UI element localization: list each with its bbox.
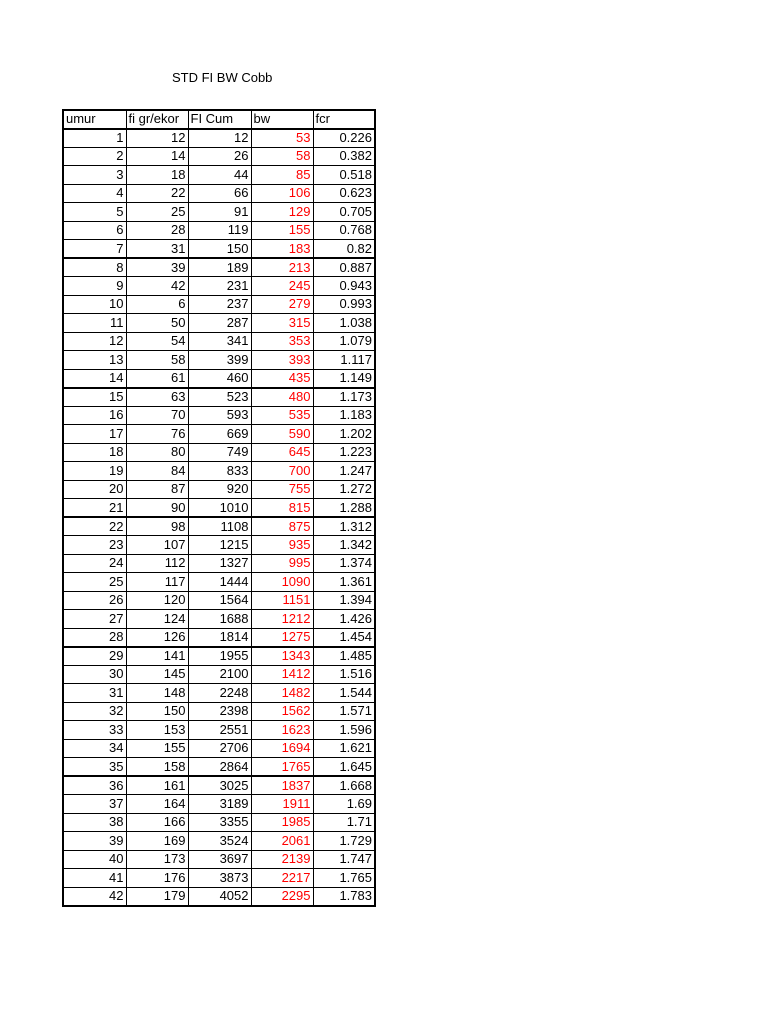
cell-umur: 22 (63, 517, 126, 536)
cell-bw: 875 (251, 517, 313, 536)
cell-fcr: 1.426 (313, 610, 375, 629)
table-row (63, 591, 375, 610)
cell-fcr: 1.729 (313, 832, 375, 851)
cell-fi-gr-ekor: 179 (126, 887, 188, 906)
cell-fi-gr-ekor: 80 (126, 443, 188, 462)
cell-bw: 58 (251, 147, 313, 166)
cell-fi-gr-ekor: 141 (126, 647, 188, 666)
cell-fi-cum: 3189 (188, 795, 251, 814)
cell-fcr: 1.668 (313, 776, 375, 795)
cell-umur: 12 (63, 332, 126, 351)
cell-bw: 315 (251, 314, 313, 333)
cell-fi-gr-ekor: 166 (126, 813, 188, 832)
table-row (63, 536, 375, 555)
cell-fcr: 1.485 (313, 647, 375, 666)
cell-bw: 1837 (251, 776, 313, 795)
table-row (63, 277, 375, 296)
cell-fcr: 0.82 (313, 240, 375, 259)
cell-fi-cum: 2551 (188, 721, 251, 740)
cell-fcr: 0.768 (313, 221, 375, 240)
cell-fi-cum: 4052 (188, 887, 251, 906)
cell-bw: 435 (251, 369, 313, 388)
cell-bw: 53 (251, 129, 313, 148)
table-row (63, 573, 375, 592)
cell-fi-cum: 119 (188, 221, 251, 240)
cell-bw: 1212 (251, 610, 313, 629)
cell-fi-gr-ekor: 31 (126, 240, 188, 259)
cell-umur: 35 (63, 758, 126, 777)
table-row (63, 388, 375, 407)
table-row (63, 702, 375, 721)
table-row (63, 203, 375, 222)
cell-umur: 24 (63, 554, 126, 573)
cell-umur: 11 (63, 314, 126, 333)
table-row (63, 443, 375, 462)
cell-umur: 7 (63, 240, 126, 259)
cell-umur: 26 (63, 591, 126, 610)
cell-fcr: 1.454 (313, 628, 375, 647)
cell-bw: 2139 (251, 850, 313, 869)
cell-fcr: 1.374 (313, 554, 375, 573)
cell-fi-gr-ekor: 153 (126, 721, 188, 740)
table-row (63, 776, 375, 795)
cell-fcr: 0.518 (313, 166, 375, 185)
cell-bw: 393 (251, 351, 313, 370)
cell-bw: 1623 (251, 721, 313, 740)
table-row (63, 665, 375, 684)
cell-umur: 1 (63, 129, 126, 148)
table-row (63, 240, 375, 259)
cell-fi-gr-ekor: 107 (126, 536, 188, 555)
cell-umur: 29 (63, 647, 126, 666)
cell-fi-gr-ekor: 173 (126, 850, 188, 869)
cell-bw: 480 (251, 388, 313, 407)
cell-umur: 5 (63, 203, 126, 222)
cell-umur: 39 (63, 832, 126, 851)
cell-fi-gr-ekor: 126 (126, 628, 188, 647)
table-row (63, 295, 375, 314)
table-row (63, 647, 375, 666)
table-row (63, 129, 375, 148)
cell-umur: 16 (63, 406, 126, 425)
cell-umur: 19 (63, 462, 126, 481)
table-row (63, 850, 375, 869)
cell-bw: 1765 (251, 758, 313, 777)
table-row (63, 314, 375, 333)
cell-umur: 34 (63, 739, 126, 758)
cell-bw: 85 (251, 166, 313, 185)
cell-bw: 245 (251, 277, 313, 296)
cell-fi-cum: 1564 (188, 591, 251, 610)
cell-fi-cum: 189 (188, 258, 251, 277)
table-row (63, 221, 375, 240)
table-row (63, 869, 375, 888)
header-fi-cum: FI Cum (188, 110, 251, 129)
cell-fi-gr-ekor: 112 (126, 554, 188, 573)
cell-bw: 935 (251, 536, 313, 555)
cell-fcr: 1.342 (313, 536, 375, 555)
table-row (63, 684, 375, 703)
cell-bw: 645 (251, 443, 313, 462)
cell-bw: 1151 (251, 591, 313, 610)
cell-fi-gr-ekor: 84 (126, 462, 188, 481)
cell-umur: 37 (63, 795, 126, 814)
cell-fcr: 1.272 (313, 480, 375, 499)
cell-umur: 21 (63, 499, 126, 518)
page-title: STD FI BW Cobb (172, 70, 273, 85)
cell-fi-cum: 593 (188, 406, 251, 425)
table-header-row (63, 110, 375, 129)
cell-fi-gr-ekor: 61 (126, 369, 188, 388)
cell-fi-cum: 523 (188, 388, 251, 407)
cell-fi-gr-ekor: 98 (126, 517, 188, 536)
cell-umur: 10 (63, 295, 126, 314)
cell-fi-cum: 2100 (188, 665, 251, 684)
cell-fi-gr-ekor: 169 (126, 832, 188, 851)
cell-umur: 32 (63, 702, 126, 721)
table-row (63, 628, 375, 647)
cell-fi-gr-ekor: 120 (126, 591, 188, 610)
cell-umur: 42 (63, 887, 126, 906)
cell-umur: 20 (63, 480, 126, 499)
cell-fi-gr-ekor: 42 (126, 277, 188, 296)
cell-bw: 755 (251, 480, 313, 499)
table-row (63, 480, 375, 499)
table-row (63, 369, 375, 388)
table-row (63, 184, 375, 203)
cell-umur: 25 (63, 573, 126, 592)
cell-fi-gr-ekor: 148 (126, 684, 188, 703)
cell-fi-cum: 669 (188, 425, 251, 444)
cell-umur: 3 (63, 166, 126, 185)
cell-bw: 213 (251, 258, 313, 277)
cell-fi-cum: 1955 (188, 647, 251, 666)
cell-fi-gr-ekor: 6 (126, 295, 188, 314)
cell-bw: 700 (251, 462, 313, 481)
cell-fi-gr-ekor: 87 (126, 480, 188, 499)
cell-bw: 1343 (251, 647, 313, 666)
cell-fcr: 1.183 (313, 406, 375, 425)
cell-fi-cum: 1814 (188, 628, 251, 647)
cell-fcr: 1.288 (313, 499, 375, 518)
cell-umur: 23 (63, 536, 126, 555)
cell-fi-cum: 44 (188, 166, 251, 185)
table-row (63, 517, 375, 536)
cell-fi-gr-ekor: 22 (126, 184, 188, 203)
cell-umur: 33 (63, 721, 126, 740)
cell-fi-gr-ekor: 50 (126, 314, 188, 333)
cell-fi-cum: 150 (188, 240, 251, 259)
cell-bw: 2295 (251, 887, 313, 906)
cell-umur: 30 (63, 665, 126, 684)
cell-bw: 1985 (251, 813, 313, 832)
cell-fi-cum: 460 (188, 369, 251, 388)
cell-fcr: 1.765 (313, 869, 375, 888)
cell-fcr: 1.247 (313, 462, 375, 481)
cell-fi-gr-ekor: 145 (126, 665, 188, 684)
cell-bw: 1694 (251, 739, 313, 758)
cell-fi-cum: 26 (188, 147, 251, 166)
table-row (63, 795, 375, 814)
cell-fcr: 0.623 (313, 184, 375, 203)
header-bw: bw (251, 110, 313, 129)
cell-fcr: 1.621 (313, 739, 375, 758)
cell-fi-cum: 749 (188, 443, 251, 462)
cell-umur: 13 (63, 351, 126, 370)
cell-fi-cum: 2398 (188, 702, 251, 721)
cell-fi-cum: 287 (188, 314, 251, 333)
cell-fcr: 1.596 (313, 721, 375, 740)
cell-fi-gr-ekor: 12 (126, 129, 188, 148)
cell-bw: 129 (251, 203, 313, 222)
cell-fi-gr-ekor: 58 (126, 351, 188, 370)
table-row (63, 425, 375, 444)
table-row (63, 610, 375, 629)
cell-fi-gr-ekor: 76 (126, 425, 188, 444)
cell-fcr: 1.783 (313, 887, 375, 906)
cell-fi-gr-ekor: 117 (126, 573, 188, 592)
cell-fcr: 1.149 (313, 369, 375, 388)
table-row (63, 166, 375, 185)
table-row (63, 758, 375, 777)
cell-umur: 15 (63, 388, 126, 407)
cell-fi-gr-ekor: 161 (126, 776, 188, 795)
cell-fi-cum: 1215 (188, 536, 251, 555)
table-row (63, 332, 375, 351)
header-umur: umur (63, 110, 126, 129)
cell-fcr: 1.202 (313, 425, 375, 444)
cell-fi-cum: 920 (188, 480, 251, 499)
cell-bw: 155 (251, 221, 313, 240)
cell-fi-cum: 2864 (188, 758, 251, 777)
cell-bw: 1090 (251, 573, 313, 592)
cell-umur: 27 (63, 610, 126, 629)
cell-fi-gr-ekor: 25 (126, 203, 188, 222)
cell-bw: 2061 (251, 832, 313, 851)
cell-umur: 38 (63, 813, 126, 832)
cell-fi-cum: 399 (188, 351, 251, 370)
cell-fi-cum: 341 (188, 332, 251, 351)
cell-umur: 28 (63, 628, 126, 647)
cell-fi-cum: 1444 (188, 573, 251, 592)
cell-bw: 353 (251, 332, 313, 351)
cell-fi-cum: 1108 (188, 517, 251, 536)
cell-fi-cum: 1327 (188, 554, 251, 573)
cell-fcr: 1.69 (313, 795, 375, 814)
table-row (63, 739, 375, 758)
cell-bw: 1412 (251, 665, 313, 684)
cell-fcr: 1.223 (313, 443, 375, 462)
cell-fi-gr-ekor: 164 (126, 795, 188, 814)
table-row (63, 721, 375, 740)
cell-bw: 535 (251, 406, 313, 425)
cell-fi-gr-ekor: 176 (126, 869, 188, 888)
cell-fi-gr-ekor: 155 (126, 739, 188, 758)
table-row (63, 887, 375, 906)
cell-bw: 1911 (251, 795, 313, 814)
table-row (63, 147, 375, 166)
cell-fi-cum: 12 (188, 129, 251, 148)
cell-bw: 2217 (251, 869, 313, 888)
cell-fi-cum: 3697 (188, 850, 251, 869)
cell-fi-gr-ekor: 90 (126, 499, 188, 518)
cell-umur: 18 (63, 443, 126, 462)
cell-fcr: 1.747 (313, 850, 375, 869)
cell-fi-cum: 231 (188, 277, 251, 296)
cell-fi-cum: 1688 (188, 610, 251, 629)
cell-umur: 8 (63, 258, 126, 277)
cell-fi-gr-ekor: 150 (126, 702, 188, 721)
cell-fi-cum: 3873 (188, 869, 251, 888)
header-fcr: fcr (313, 110, 375, 129)
cell-bw: 183 (251, 240, 313, 259)
cell-umur: 9 (63, 277, 126, 296)
cell-fi-gr-ekor: 39 (126, 258, 188, 277)
table-row (63, 462, 375, 481)
table-row (63, 499, 375, 518)
cell-fcr: 1.361 (313, 573, 375, 592)
cell-fcr: 1.571 (313, 702, 375, 721)
cell-fi-gr-ekor: 124 (126, 610, 188, 629)
table-row (63, 406, 375, 425)
table-row (63, 832, 375, 851)
cell-fi-gr-ekor: 70 (126, 406, 188, 425)
cell-fi-gr-ekor: 63 (126, 388, 188, 407)
cell-fcr: 1.544 (313, 684, 375, 703)
cell-fi-cum: 2248 (188, 684, 251, 703)
cell-umur: 6 (63, 221, 126, 240)
cell-bw: 995 (251, 554, 313, 573)
cell-bw: 1275 (251, 628, 313, 647)
cell-fcr: 1.394 (313, 591, 375, 610)
cell-fi-cum: 1010 (188, 499, 251, 518)
cell-fi-gr-ekor: 158 (126, 758, 188, 777)
cell-fi-cum: 3025 (188, 776, 251, 795)
cell-fcr: 0.887 (313, 258, 375, 277)
cell-fcr: 0.943 (313, 277, 375, 296)
cell-umur: 36 (63, 776, 126, 795)
cell-fcr: 1.516 (313, 665, 375, 684)
cell-fcr: 0.382 (313, 147, 375, 166)
cell-fi-gr-ekor: 54 (126, 332, 188, 351)
cell-fcr: 0.705 (313, 203, 375, 222)
cell-fcr: 0.226 (313, 129, 375, 148)
cell-fcr: 1.079 (313, 332, 375, 351)
table-row (63, 351, 375, 370)
cell-fi-cum: 2706 (188, 739, 251, 758)
cell-fcr: 1.117 (313, 351, 375, 370)
cell-umur: 40 (63, 850, 126, 869)
cell-fi-cum: 91 (188, 203, 251, 222)
cell-fcr: 0.993 (313, 295, 375, 314)
cell-fi-cum: 3524 (188, 832, 251, 851)
cell-fi-cum: 3355 (188, 813, 251, 832)
cell-fcr: 1.173 (313, 388, 375, 407)
cell-fcr: 1.038 (313, 314, 375, 333)
cell-fi-cum: 66 (188, 184, 251, 203)
table-row (63, 813, 375, 832)
cell-umur: 31 (63, 684, 126, 703)
cell-bw: 815 (251, 499, 313, 518)
cell-fcr: 1.645 (313, 758, 375, 777)
cell-fi-cum: 833 (188, 462, 251, 481)
cell-bw: 106 (251, 184, 313, 203)
cell-bw: 1562 (251, 702, 313, 721)
cell-bw: 279 (251, 295, 313, 314)
cell-umur: 4 (63, 184, 126, 203)
table-row (63, 258, 375, 277)
cell-umur: 14 (63, 369, 126, 388)
header-fi-gr-ekor: fi gr/ekor (126, 110, 188, 129)
table-body (63, 129, 375, 906)
cell-fi-gr-ekor: 14 (126, 147, 188, 166)
cell-fcr: 1.71 (313, 813, 375, 832)
cell-bw: 1482 (251, 684, 313, 703)
cell-fcr: 1.312 (313, 517, 375, 536)
table-row (63, 554, 375, 573)
data-table (62, 109, 376, 907)
cell-umur: 17 (63, 425, 126, 444)
cell-umur: 41 (63, 869, 126, 888)
cell-fi-gr-ekor: 18 (126, 166, 188, 185)
cell-fi-gr-ekor: 28 (126, 221, 188, 240)
cell-fi-cum: 237 (188, 295, 251, 314)
cell-bw: 590 (251, 425, 313, 444)
cell-umur: 2 (63, 147, 126, 166)
